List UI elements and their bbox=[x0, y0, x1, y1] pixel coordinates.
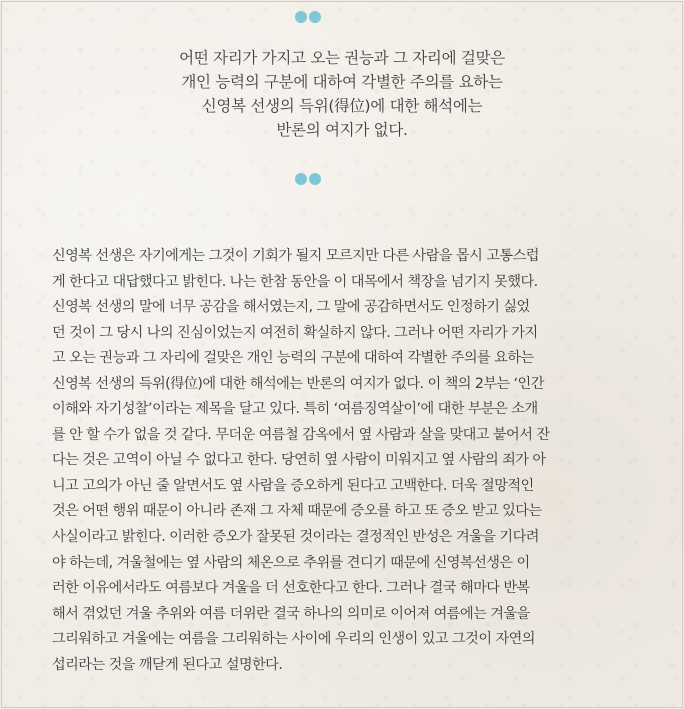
body-line: 고 오는 권능과 그 자리에 걸맞은 개인 능력의 구분에 대하여 각별한 주의를 요하는 bbox=[52, 350, 534, 367]
quote-dot bbox=[295, 11, 307, 23]
body-line: 해서 겪었던 겨울 추위와 여름 더위란 결국 하나의 의미로 이어져 여름에는 겨울을 bbox=[52, 605, 530, 622]
body-line: 러한 이유에서라도 여름보다 겨울을 더 선호한다고 한다. 그러나 결국 해마다 반복 bbox=[52, 580, 530, 597]
body-line: 신영복 선생의 득위(得位)에 대한 해석에는 반론의 여지가 없다. 이 책의 2부는 ‘인간 bbox=[52, 375, 544, 392]
open-quote-icon bbox=[293, 11, 323, 25]
body-line: 신영복 선생은 자기에게는 그것이 기회가 될지 모르지만 다른 사람을 몹시 고통스럽 bbox=[52, 248, 539, 264]
body-line: 섭리라는 것을 깨닫게 된다고 설명한다. bbox=[52, 656, 283, 673]
body-line: 게 한다고 대답했다고 밝힌다. 나는 한참 동안을 이 대목에서 책장을 넘기지 못했다. bbox=[52, 273, 538, 290]
body-line: 야 하는데, 겨울철에는 옆 사람의 체온으로 추위를 견디기 때문에 신영복선생은 이 bbox=[52, 554, 530, 571]
article-body bbox=[52, 244, 636, 678]
pull-quote-line: 반론의 여지가 없다. bbox=[276, 121, 408, 139]
pull-quote-line: 개인 능력의 구분에 대하여 각별한 주의를 요하는 bbox=[181, 73, 503, 91]
body-line: 이해와 자기성찰’이라는 제목을 달고 있다. 특히 ‘여름징역살이’에 대한 부분은 소개 bbox=[52, 401, 538, 418]
body-line: 그리워하고 겨울에는 여름을 그리워하는 사이에 우리의 인생이 있고 그것이 자연의 bbox=[52, 631, 535, 648]
pull-quote-line: 어떤 자리가 가지고 오는 권능과 그 자리에 걸맞은 bbox=[179, 49, 505, 67]
quote-dot bbox=[309, 11, 321, 23]
body-line: 던 것이 그 당시 나의 진심이었는지 여전히 확실하지 않다. 그러나 어떤 자리가 가지 bbox=[52, 324, 538, 341]
pull-quote-line: 신영복 선생의 득위(得位)에 대한 해석에는 bbox=[201, 97, 483, 115]
quote-dot bbox=[309, 173, 321, 185]
pull-quote bbox=[60, 46, 624, 142]
body-line: 를 안 할 수가 없을 것 같다. 무더운 여름철 감옥에서 옆 사람과 살을 맞대고 붙어서 잔 bbox=[52, 426, 550, 443]
body-line: 다는 것은 고역이 아닐 수 없다고 한다. 당연히 옆 사람이 미워지고 옆 사람의 죄가 아 bbox=[52, 452, 546, 469]
body-line: 것은 어떤 행위 때문이 아니라 존재 그 자체 때문에 증오를 하고 또 증오 받고 있다는 bbox=[52, 503, 542, 520]
quote-dot bbox=[295, 173, 307, 185]
body-line: 신영복 선생의 말에 너무 공감을 해서였는지, 그 말에 공감하면서도 인정하기 싫었 bbox=[52, 299, 530, 316]
close-quote-icon bbox=[293, 173, 323, 187]
body-line: 니고 고의가 아닌 줄 알면서도 옆 사람을 증오하게 된다고 고백한다. 더욱 절망적인 bbox=[52, 477, 534, 494]
body-line: 사실이라고 밝힌다. 이러한 증오가 잘못된 것이라는 결정적인 반성은 겨울을 기다려 bbox=[52, 529, 539, 546]
